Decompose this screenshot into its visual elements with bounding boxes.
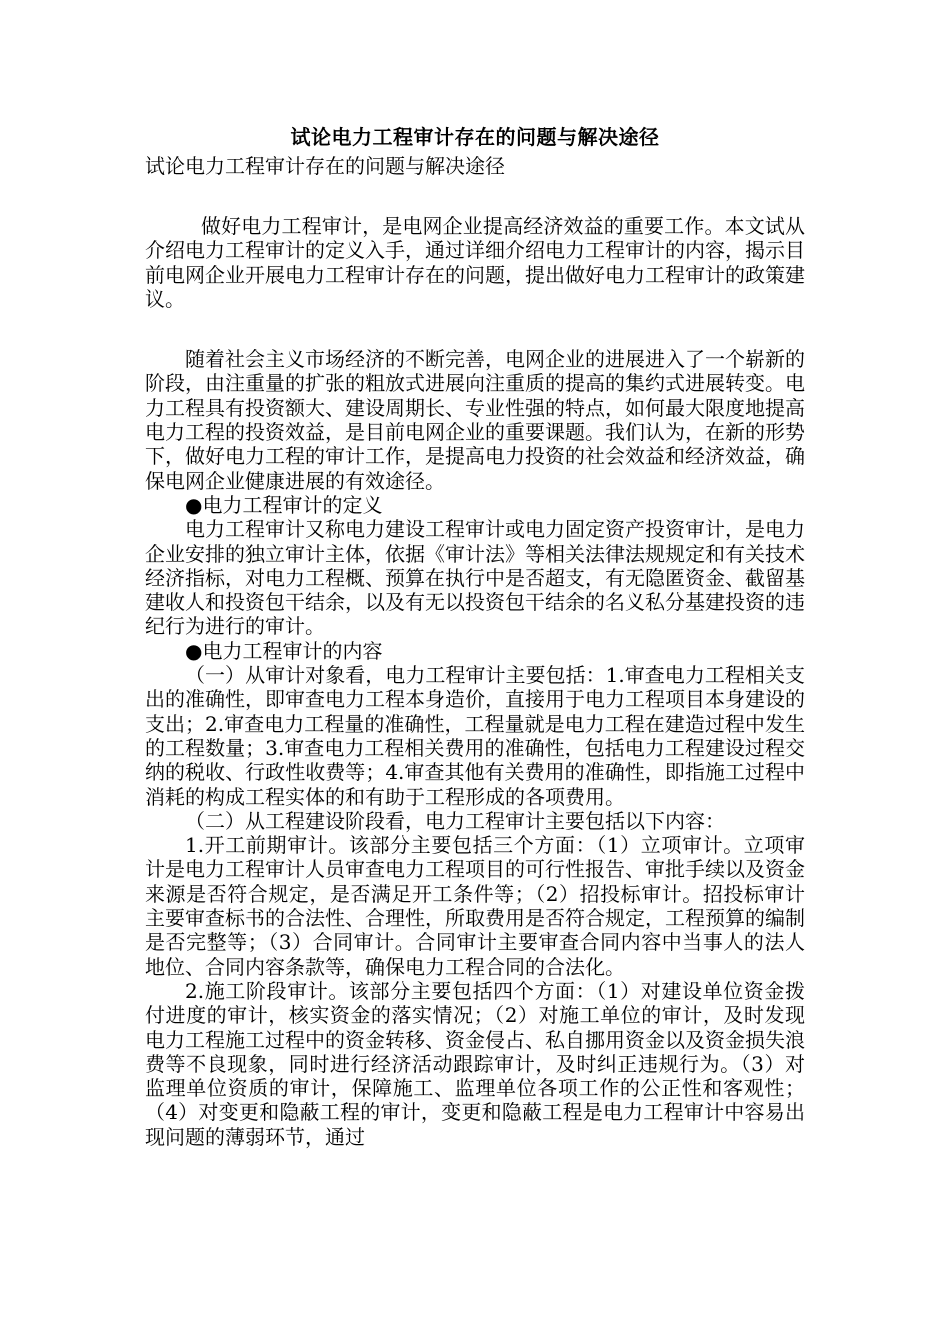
- abstract-paragraph: 做好电力工程审计，是电网企业提高经济效益的重要工作。本文试从介绍电力工程审计的定义入手，通过详细介绍电力工程审计的内容，揭示目前电网企业开展电力工程审计存在的问题，提出做好电力工程审计的政策建议。: [145, 214, 805, 311]
- content-paragraph-pre-construction: 1.开工前期审计。该部分主要包括三个方面：（1）立项审计。立项审计是电力工程审计人员审查电力工程项目的可行性报告、审批手续以及资金来源是否符合规定，是否满足开工条件等；（2）招投标审计。招投标审计主要审查标书的合法性、合理性，所取费用是否符合规定，工程预算的编制是否完整等；（3）合同审计。合同审计主要审查合同内容中当事人的法人地位、合同内容条款等，确保电力工程合同的合法化。: [145, 833, 805, 979]
- section-heading-content: ●电力工程审计的内容: [185, 638, 383, 663]
- section-heading-definition: ●电力工程审计的定义: [185, 492, 383, 517]
- document-subtitle: 试论电力工程审计存在的问题与解决途径: [145, 154, 505, 178]
- document-page: [145, 122, 805, 1149]
- content-paragraph-construction-stage: （二）从工程建设阶段看，电力工程审计主要包括以下内容：: [185, 808, 725, 833]
- document-title: 试论电力工程审计存在的问题与解决途径: [290, 125, 660, 149]
- definition-paragraph: 电力工程审计又称电力建设工程审计或电力固定资产投资审计，是电力企业安排的独立审计主体，依据《审计法》等相关法律法规规定和有关技术经济指标，对电力工程概、预算在执行中是否超支，有无隐匿资金、截留基建收人和投资包干结余，以及有无以投资包干结余的名义私分基建投资的违纪行为进行的审计。: [145, 517, 805, 639]
- content-paragraph-construction-phase: 2.施工阶段审计。该部分主要包括四个方面：（1）对建设单位资金拨付进度的审计，核实资金的落实情况；（2）对施工单位的审计，及时发现电力工程施工过程中的资金转移、资金侵占、私自挪用资金以及资金损失浪费等不良现象，同时进行经济活动跟踪审计，及时纠正违规行为。（3）对监理单位资质的审计，保障施工、监理单位各项工作的公正性和客观性；（4）对变更和隐蔽工程的审计，变更和隐蔽工程是电力工程审计中容易出现问题的薄弱环节，通过: [145, 978, 805, 1149]
- intro-paragraph: 随着社会主义市场经济的不断完善，电网企业的进展进入了一个崭新的阶段，由注重量的扩张的粗放式进展向注重质的提高的集约式进展转变。电力工程具有投资额大、建设周期长、专业性强的特点，如何最大限度地提高电力工程的投资效益，是目前电网企业的重要课题。我们认为，在新的形势下，做好电力工程的审计工作，是提高电力投资的社会效益和经济效益，确保电网企业健康进展的有效途径。: [145, 347, 805, 493]
- content-paragraph-audit-object: （一）从审计对象看，电力工程审计主要包括：1.审查电力工程相关支出的准确性，即审查电力工程本身造价，直接用于电力工程项目本身建设的支出；2.审查电力工程量的准确性，工程量就是电力工程在建造过程中发生的工程数量；3.审查电力工程相关费用的准确性，包括电力工程建设过程交纳的税收、行政性收费等；4.审查其他有关费用的准确性，即指施工过程中消耗的构成工程实体的和有助于工程形成的各项费用。: [145, 663, 805, 809]
